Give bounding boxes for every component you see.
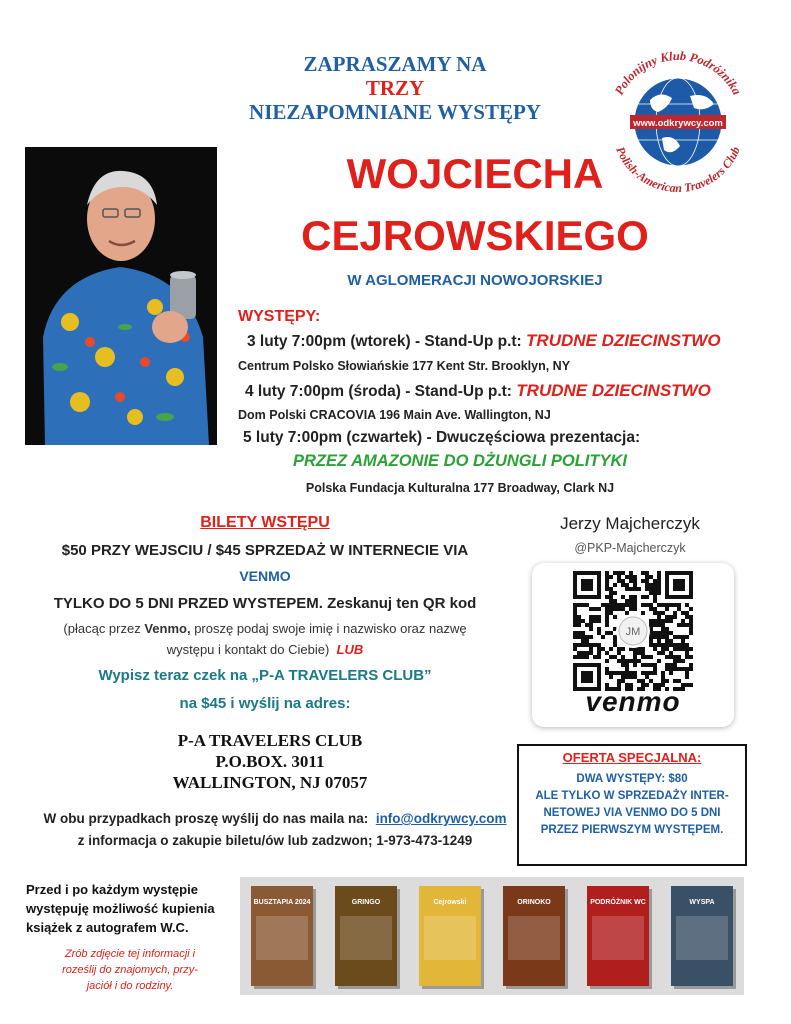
tickets-deadline: TYLKO DO 5 DNI PRZED WYSTEPEM. Zeskanuj ten QR kod: [53, 595, 477, 612]
share-note-line-3: jaciół i do rodziny.: [86, 980, 174, 992]
share-note: [30, 946, 230, 994]
tickets-check-2: na $45 i wyślij na adres:: [179, 695, 351, 712]
book-cover: [503, 886, 568, 989]
tickets-note-c: występu i kontakt do Ciebie): [166, 642, 330, 657]
tickets-note: [30, 618, 500, 660]
show-1-title: TRUDNE DZIECINSTWO: [526, 331, 721, 350]
book-cover: [335, 886, 400, 989]
book-cover: [251, 886, 316, 989]
show-2-title: TRUDNE DZIECINSTWO: [516, 381, 711, 400]
performer-name-line-1: WOJCIECHA: [346, 150, 604, 197]
intro-line-2: TRZY: [365, 76, 425, 100]
tickets-note-venmo: Venmo,: [144, 621, 191, 636]
tickets-price: $50 PRZY WEJSCIU / $45 SPRZEDAŻ W INTERNECIE VIA: [61, 542, 469, 559]
intro-line-3: NIEZAPOMNIANE WYSTĘPY: [249, 100, 541, 124]
performer-photo: [25, 147, 217, 445]
tickets-section: [30, 512, 500, 716]
book-title: WYSPA: [689, 899, 715, 906]
book-title: BUSZTAPIA 2024: [253, 899, 311, 906]
book-title: ORINOKO: [517, 899, 551, 906]
tickets-heading: BILETY WSTĘPU: [200, 514, 330, 531]
book-cover: [419, 886, 484, 989]
tickets-note-a: (płacąc przez: [63, 621, 145, 636]
share-note-line-2: roześlij do znajomych, przy-: [62, 964, 198, 976]
tickets-check-1: Wypisz teraz czek na „P-A TRAVELERS CLUB”: [98, 667, 432, 684]
special-offer-box: [517, 744, 747, 866]
book-title: Cejrowski: [433, 899, 467, 906]
offer-line-2: ALE TYLKO W SPRZEDAŻY INTER-: [535, 790, 729, 802]
offer-heading: OFERTA SPECJALNA:: [562, 750, 702, 765]
show-2-line: [245, 381, 711, 401]
books-note: [26, 880, 236, 937]
contact-line-1: W obu przypadkach proszę wyślij do nas maila na:: [43, 811, 369, 826]
venmo-logo: venmo: [585, 686, 681, 717]
books-note-line-2: występuję możliwość kupienia: [26, 901, 215, 916]
show-1-date: 3 luty 7:00pm (wtorek) - Stand-Up p.t:: [247, 333, 522, 350]
address-line-3: WALLINGTON, NJ 07057: [172, 773, 368, 792]
qr-code-icon[interactable]: [573, 571, 693, 691]
book-title: PODRÓŻNIK WC: [590, 899, 646, 906]
show-1-venue: Centrum Polsko Słowiańskie 177 Kent Str. Brooklyn, NY: [238, 359, 571, 373]
logo-top-text: Polonijny Klub Podróżnika: [612, 48, 745, 98]
tickets-lub: LUB: [336, 642, 364, 657]
contact-info: [30, 808, 520, 852]
book-title: GRINGO: [351, 899, 381, 906]
offer-line-3: NETOWEJ VIA VENMO DO 5 DNI: [543, 807, 721, 819]
logo-bottom-text: Polish-American Travelers Club: [613, 144, 743, 196]
contact-email-link[interactable]: info@odkrywcy.com: [375, 811, 507, 826]
intro-line-1: ZAPRASZAMY NA: [303, 52, 487, 76]
book-cover: [587, 886, 652, 989]
show-1-line: [247, 331, 721, 351]
show-3-line: [243, 429, 640, 447]
offer-body: [519, 771, 745, 839]
performer-region: W AGLOMERACJI NOWOJORSKIEJ: [347, 272, 603, 289]
show-3-venue: Polska Fundacja Kulturalna 177 Broadway, Clark NJ: [305, 481, 615, 495]
logo-url: www.odkrywcy.com: [633, 118, 723, 129]
venmo-handle: @PKP-Majcherczyk: [574, 541, 686, 555]
book-cover: [671, 886, 736, 989]
intro-heading: [215, 52, 575, 124]
venmo-avatar-initials: JM: [625, 626, 641, 638]
books-note-line-1: Przed i po każdym występie: [26, 882, 198, 897]
show-3-title: PRZEZ AMAZONIE DO DŻUNGLI POLITYKI: [293, 452, 627, 470]
show-2-date: 4 luty 7:00pm (środa) - Stand-Up p.t:: [245, 383, 512, 400]
address-line-1: P-A TRAVELERS CLUB: [177, 731, 363, 750]
show-2-venue: Dom Polski CRACOVIA 196 Main Ave. Wallington, NJ: [238, 408, 551, 422]
venmo-name: Jerzy Majcherczyk: [560, 514, 700, 533]
show-3-date: 5 luty 7:00pm (czwartek) - Dwuczęściowa prezentacja:: [243, 429, 641, 446]
tickets-venmo: VENMO: [239, 568, 291, 584]
share-note-line-1: Zrób zdjęcie tej informacji i: [64, 948, 196, 960]
contact-line-2: z informacja o zakupie biletu/ów lub zadzwon; 1-973-473-1249: [77, 833, 473, 848]
performer-name-line-2: CEJROWSKIEGO: [301, 212, 649, 259]
shows-label: WYSTĘPY:: [238, 308, 321, 325]
offer-line-1: DWA WYSTĘPY: $80: [576, 773, 688, 785]
books-note-line-3: książek z autografem W.C.: [26, 920, 189, 935]
books-strip: [240, 877, 744, 995]
offer-line-4: PRZEZ PIERWSZYM WYSTĘPEM.: [540, 824, 724, 836]
mailing-address: [130, 730, 410, 793]
tickets-note-b: proszę podaj swoje imię i nazwisko oraz nazwę: [190, 621, 467, 636]
address-line-2: P.O.BOX. 3011: [215, 752, 325, 771]
